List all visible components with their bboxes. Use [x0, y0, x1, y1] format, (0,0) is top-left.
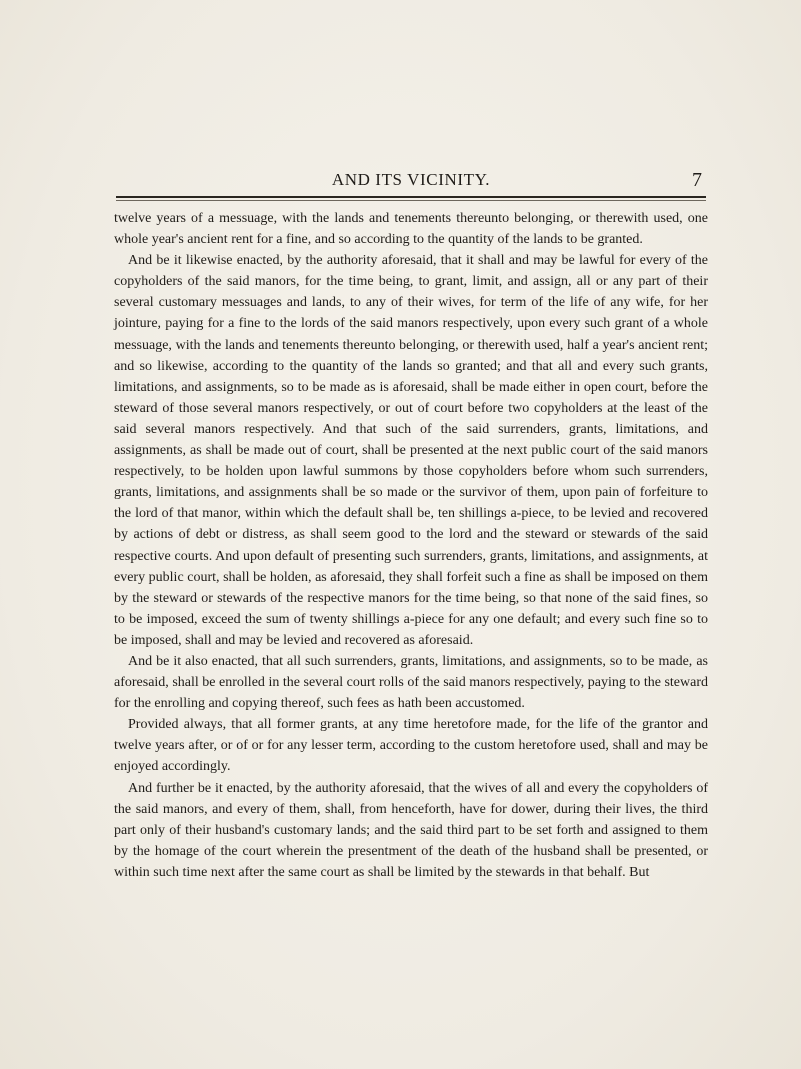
paragraph: twelve years of a messuage, with the lands and tenements thereunto belonging, or therewith used, one whole year's ancient rent for a fine, and so according to the quantity of the lands to be granted.: [114, 211, 708, 248]
body-text: [114, 208, 708, 883]
page-number: 7: [692, 169, 702, 191]
running-title: AND ITS VICINITY.: [331, 170, 491, 189]
header-rule: [116, 196, 706, 198]
paragraph: And be it also enacted, that all such surrenders, grants, limitations, and assignments, so to be made, as aforesaid, shall be enrolled in the several court rolls of the said manors respectively, paying to the steward for the enrolling and copying thereof, such fees as hath been accustomed.: [114, 653, 708, 712]
running-head: [116, 170, 706, 194]
paragraph: Provided always, that all former grants, at any time heretofore made, for the life of the grantor and twelve years after, or of or for any lesser term, according to the custom heretofore used, shall and may be enjoyed accordingly.: [114, 717, 708, 775]
header-rule-thin: [116, 200, 706, 201]
paragraph: And be it likewise enacted, by the authority aforesaid, that it shall and may be lawful for every of the copyholders of the said manors, for the time being, to grant, limit, and assign, all or any part of their several customary messuages and lands, to any of their wives, for term of the life of any wife, for her jointure, paying for a fine to the lords of the said manors respectively, upon every such grant of a whole messuage, with the lands and tenements thereunto belonging, or therewith used, half a year's ancient rent; and so likewise, according to the quantity of the lands so granted; and that all and every such grants, limitations, and assignments, so to be made as is aforesaid, shall be made either in open court, before the steward of those several manors respectively, or out of court before two copyholders at the least of the said several manors respectively. And that such of the said surrenders, grants, limitations, and assignments, as shall be made out of court, shall be presented at the next public court of the said manors respectively, to be holden upon lawful summons by those copyholders before whom such surrenders, grants, limitations, and assignments shall be so made or the survivor of them, upon pain of forfeiture to the lord of that manor, within which the default shall be, ten shillings a-piece, to be levied and recovered by actions of debt or distress, as shall seem good to the lord and the steward or stewards of the said respective courts. And upon default of presenting such surrenders, grants, limitations, and assignments, at every public court, shall be holden, as aforesaid, they shall forfeit such a fine as shall be imposed on them by the steward or stewards of the respective manors for the time being, so that none of the said fines, so to be imposed, exceed the sum of twenty shillings a-piece for any one default; and every such fine so to be imposed, shall and may be levied and recovered as aforesaid.: [114, 253, 708, 648]
paragraph: And further be it enacted, by the authority aforesaid, that the wives of all and every the copyholders of the said manors, and every of them, shall, from henceforth, have for dower, during their lives, the third part only of their husband's customary lands; and the said third part to be set forth and assigned to them by the homage of the court wherein the presentment of the death of the husband shall be presented, or within such time next after the same court as shall be limited by the stewards in that behalf. But: [114, 780, 708, 880]
